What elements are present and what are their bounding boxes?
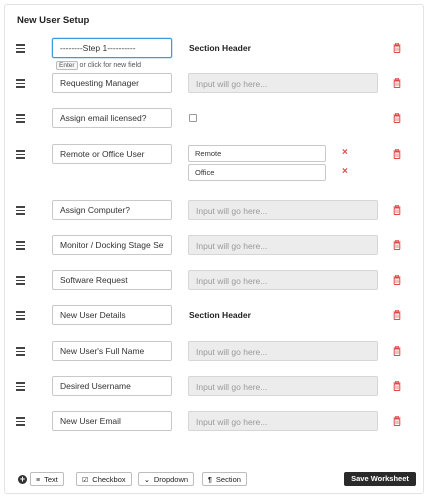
trash-icon[interactable] xyxy=(393,240,401,250)
field-row xyxy=(0,270,430,292)
field-row xyxy=(0,73,430,95)
text-field-preview: Input will go here... xyxy=(188,200,378,220)
add-field-icon[interactable]: + xyxy=(19,474,26,484)
trash-icon[interactable] xyxy=(393,381,401,391)
trash-icon[interactable] xyxy=(393,78,401,88)
field-row xyxy=(0,235,430,257)
drag-handle-icon[interactable] xyxy=(16,276,27,285)
field-row xyxy=(0,376,430,398)
drag-handle-icon[interactable] xyxy=(16,382,27,391)
trash-icon[interactable] xyxy=(393,149,401,159)
trash-icon[interactable] xyxy=(393,346,401,356)
drag-handle-icon[interactable] xyxy=(16,44,27,53)
enter-key-badge: Enter xyxy=(56,61,78,70)
add-checkbox-button[interactable] xyxy=(76,472,132,486)
bottom-toolbar xyxy=(4,469,424,493)
field-label-input[interactable] xyxy=(52,108,172,128)
field-label-input[interactable] xyxy=(52,144,172,164)
field-row xyxy=(0,38,430,69)
drag-handle-icon[interactable] xyxy=(16,417,27,426)
text-field-preview: Input will go here... xyxy=(188,270,378,290)
dropdown-option-input[interactable]: Remote xyxy=(188,145,326,162)
drag-handle-icon[interactable] xyxy=(16,114,27,123)
trash-icon[interactable] xyxy=(393,416,401,426)
text-field-preview: Input will go here... xyxy=(188,341,378,361)
field-label-input[interactable] xyxy=(52,38,172,58)
drag-handle-icon[interactable] xyxy=(16,150,27,159)
add-dropdown-label: Dropdown xyxy=(153,475,189,484)
section-header-preview: Section Header xyxy=(189,43,251,53)
trash-icon[interactable] xyxy=(393,113,401,123)
trash-icon[interactable] xyxy=(393,310,401,320)
remove-option-icon[interactable]: × xyxy=(342,166,348,177)
trash-icon[interactable] xyxy=(393,43,401,53)
add-dropdown-button[interactable] xyxy=(138,472,194,486)
field-row xyxy=(0,411,430,433)
text-field-preview: Input will go here... xyxy=(188,73,378,93)
field-row xyxy=(0,200,430,222)
field-row xyxy=(0,305,430,327)
add-text-button[interactable] xyxy=(30,472,64,486)
dropdown-option-input[interactable]: Office xyxy=(188,164,326,181)
add-section-label: Section xyxy=(215,475,241,484)
checkbox-icon: ☑ xyxy=(82,477,89,484)
text-field-preview: Input will go here... xyxy=(188,411,378,431)
add-checkbox-label: Checkbox xyxy=(92,475,126,484)
section-header-preview: Section Header xyxy=(189,310,251,320)
text-field-preview: Input will go here... xyxy=(188,376,378,396)
field-row xyxy=(0,144,430,184)
drag-handle-icon[interactable] xyxy=(16,347,27,356)
chevron-down-icon: ⌄ xyxy=(144,477,150,484)
add-text-label: Text xyxy=(44,475,58,484)
text-lines-icon: ≡ xyxy=(36,477,41,484)
trash-icon[interactable] xyxy=(393,205,401,215)
field-label-input[interactable] xyxy=(52,235,172,255)
paragraph-icon: ¶ xyxy=(208,477,212,484)
drag-handle-icon[interactable] xyxy=(16,206,27,215)
field-label-input[interactable] xyxy=(52,73,172,93)
field-label-input[interactable] xyxy=(52,200,172,220)
drag-handle-icon[interactable] xyxy=(16,79,27,88)
remove-option-icon[interactable]: × xyxy=(342,147,348,158)
checkbox-preview xyxy=(189,114,197,122)
field-label-input[interactable] xyxy=(52,270,172,290)
field-label-input[interactable] xyxy=(52,411,172,431)
new-field-hint xyxy=(56,61,141,70)
field-row xyxy=(0,108,430,130)
text-field-preview: Input will go here... xyxy=(188,235,378,255)
save-worksheet-button[interactable]: Save Worksheet xyxy=(344,472,416,486)
trash-icon[interactable] xyxy=(393,275,401,285)
worksheet-title: New User Setup xyxy=(17,15,90,26)
add-section-button[interactable] xyxy=(202,472,247,486)
drag-handle-icon[interactable] xyxy=(16,241,27,250)
drag-handle-icon[interactable] xyxy=(16,311,27,320)
hint-text: or click for new field xyxy=(79,62,142,69)
field-label-input[interactable] xyxy=(52,376,172,396)
field-label-input[interactable] xyxy=(52,305,172,325)
field-label-input[interactable] xyxy=(52,341,172,361)
field-row xyxy=(0,341,430,363)
